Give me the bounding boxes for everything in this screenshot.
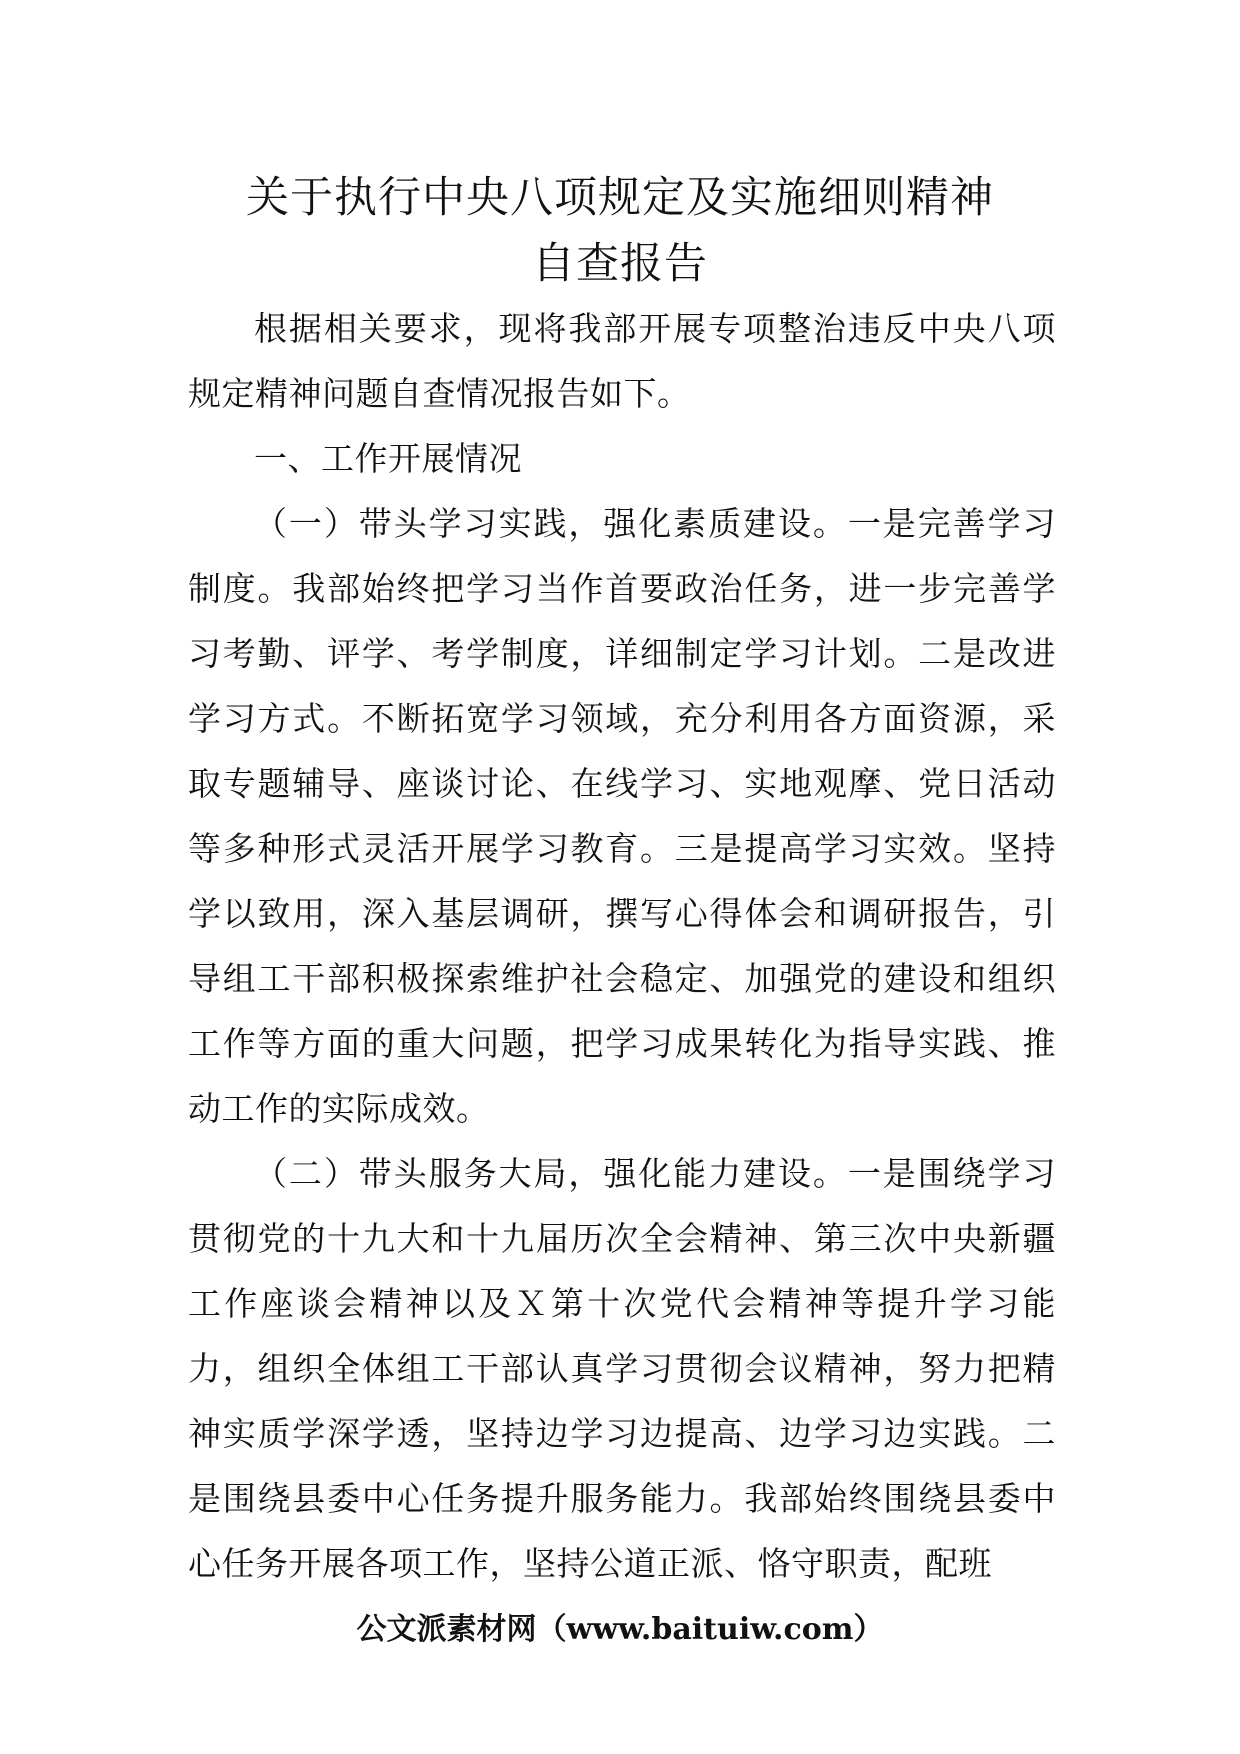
body-paragraph: （二）带头服务大局，强化能力建设。一是围绕学习贯彻党的十九大和十九届历次全会精神、第三次中央新疆工作座谈会精神以及Ｘ第十次党代会精神等提升学习能力，组织全体组工干部认真学习贯彻会议精神，努力把精神实质学深学透，坚持边学习边提高、边学习边实践。二是围绕县委中心任务提升服务能力。我部始终围绕县委中心任务开展各项工作，坚持公道正派、恪守职责，配班 (188, 1154, 1056, 1583)
document-title-line-2: 自查报告 (532, 239, 708, 289)
document-body (188, 296, 1056, 1596)
intro-paragraph: 根据相关要求，现将我部开展专项整治违反中央八项规定精神问题自查情况报告如下。 (188, 309, 1056, 413)
document-title-line-1: 关于执行中央八项规定及实施细则精神 (246, 173, 994, 223)
footer-watermark: 公文派素材网（www.baituiw.com） (356, 1612, 884, 1647)
body-paragraph: （一）带头学习实践，强化素质建设。一是完善学习制度。我部始终把学习当作首要政治任务，进一步完善学习考勤、评学、考学制度，详细制定学习计划。二是改进学习方式。不断拓宽学习领域，充分利用各方面资源，采取专题辅导、座谈讨论、在线学习、实地观摩、党日活动等多种形式灵活开展学习教育。三是提高学习实效。坚持学以致用，深入基层调研，撰写心得体会和调研报告，引导组工干部积极探索维护社会稳定、加强党的建设和组织工作等方面的重大问题，把学习成果转化为指导实践、推动工作的实际成效。 (188, 504, 1056, 1128)
section-heading: 一、工作开展情况 (254, 439, 522, 478)
